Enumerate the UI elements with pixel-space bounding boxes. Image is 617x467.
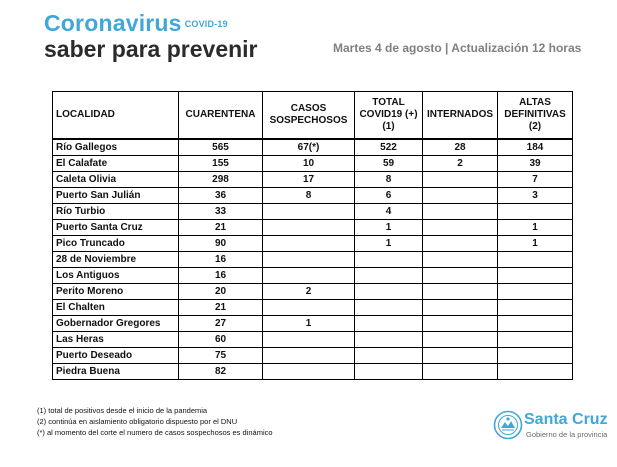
cell-internados [423,300,498,316]
cell-sospechosos [263,364,355,380]
cell-localidad: 28 de Noviembre [53,252,179,268]
cell-cuarentena: 155 [179,156,263,172]
cell-localidad: Piedra Buena [53,364,179,380]
table-row [53,332,573,348]
table-row [53,220,573,236]
table-row [53,348,573,364]
cell-total [355,348,423,364]
cell-altas [498,316,573,332]
header-total-line2: COVID19 (+) [359,109,418,120]
cell-localidad: El Chalten [53,300,179,316]
footnotes [37,405,273,438]
cell-total [355,332,423,348]
cell-cuarentena: 298 [179,172,263,188]
cell-cuarentena: 16 [179,268,263,284]
cell-total: 59 [355,156,423,172]
header-altas-definitivas [498,92,573,140]
cell-total: 522 [355,139,423,156]
footnote-2: (2) continúa en aislamiento obligatorio dispuesto por el DNU [37,417,238,426]
cell-cuarentena: 90 [179,236,263,252]
cell-internados [423,348,498,364]
table-row [53,156,573,172]
header-altas-line3: (2) [528,121,542,132]
cell-total [355,300,423,316]
cell-sospechosos: 1 [263,316,355,332]
cell-sospechosos: 67(*) [263,139,355,156]
brand-title [44,10,258,37]
cell-localidad: Río Gallegos [53,139,179,156]
cell-altas: 3 [498,188,573,204]
cell-cuarentena: 21 [179,220,263,236]
cell-sospechosos [263,268,355,284]
cell-altas: 7 [498,172,573,188]
cell-altas [498,252,573,268]
cell-cuarentena: 60 [179,332,263,348]
table-row [53,252,573,268]
table-row [53,316,573,332]
cell-altas [498,364,573,380]
cell-localidad: Caleta Olivia [53,172,179,188]
cell-sospechosos: 2 [263,284,355,300]
cell-internados [423,172,498,188]
header-localidad: LOCALIDAD [53,92,179,140]
cell-localidad: Los Antiguos [53,268,179,284]
header-cuarentena: CUARENTENA [179,92,263,140]
header-casos-line2: SOSPECHOSOS [269,115,348,126]
cell-cuarentena: 36 [179,188,263,204]
cell-sospechosos: 17 [263,172,355,188]
header-total-covid [355,92,423,140]
cell-cuarentena: 33 [179,204,263,220]
table-row [53,204,573,220]
cell-cuarentena: 75 [179,348,263,364]
cell-cuarentena: 565 [179,139,263,156]
cell-total [355,252,423,268]
cell-sospechosos [263,204,355,220]
cell-sospechosos [263,348,355,364]
cell-localidad: Las Heras [53,332,179,348]
cell-internados [423,284,498,300]
cell-altas: 1 [498,220,573,236]
santa-cruz-logo [493,408,611,444]
cell-cuarentena: 82 [179,364,263,380]
cell-sospechosos [263,300,355,316]
cell-altas [498,268,573,284]
cell-internados [423,252,498,268]
header-casos-sospechosos [263,92,355,140]
brand-title-text: Coronavirus [44,10,182,36]
cell-total: 1 [355,220,423,236]
santa-cruz-emblem-icon [493,410,523,440]
cell-altas [498,284,573,300]
cell-internados: 2 [423,156,498,172]
cell-sospechosos: 10 [263,156,355,172]
table-row [53,139,573,156]
cell-cuarentena: 20 [179,284,263,300]
cell-internados [423,188,498,204]
cell-cuarentena: 16 [179,252,263,268]
cell-altas [498,204,573,220]
header-altas-line1: ALTAS [519,97,551,108]
table-header [53,92,573,140]
cell-internados [423,220,498,236]
cell-total [355,316,423,332]
cell-localidad: Puerto Deseado [53,348,179,364]
cell-total [355,284,423,300]
cell-total: 8 [355,172,423,188]
cell-total: 6 [355,188,423,204]
cell-total [355,364,423,380]
cell-internados [423,364,498,380]
cell-internados [423,204,498,220]
logo-tagline: Gobierno de la provincia [526,430,608,439]
cell-localidad: Puerto San Julián [53,188,179,204]
cell-altas [498,348,573,364]
cell-altas: 39 [498,156,573,172]
date-update-line: Martes 4 de agosto | Actualización 12 horas [333,41,582,55]
cell-altas [498,332,573,348]
cell-altas: 1 [498,236,573,252]
table-row [53,236,573,252]
cell-localidad: Gobernador Gregores [53,316,179,332]
cell-cuarentena: 27 [179,316,263,332]
table-row [53,268,573,284]
cell-total: 1 [355,236,423,252]
header-total-line3: (1) [382,121,395,132]
header-internados: INTERNADOS [423,92,498,140]
cell-total: 4 [355,204,423,220]
header-casos-line1: CASOS [290,103,327,114]
table-body [53,139,573,380]
cell-localidad: Pico Truncado [53,236,179,252]
cell-internados [423,268,498,284]
table-row [53,364,573,380]
table-row [53,188,573,204]
cell-internados [423,332,498,348]
footnote-1: (1) total de positivos desde el inicio de la pandemia [37,406,208,415]
cell-cuarentena: 21 [179,300,263,316]
cell-localidad: El Calafate [53,156,179,172]
cell-localidad: Perito Moreno [53,284,179,300]
cell-total [355,268,423,284]
header-altas-line2: DEFINITIVAS [504,109,566,120]
cell-sospechosos [263,332,355,348]
cell-sospechosos [263,236,355,252]
covid-table [52,91,573,380]
table-row [53,284,573,300]
cell-altas: 184 [498,139,573,156]
cell-sospechosos [263,220,355,236]
logo-name: Santa Cruz [524,411,608,428]
brand-title-sup: COVID-19 [184,19,228,29]
header-total-line1: TOTAL [372,97,405,108]
cell-sospechosos: 8 [263,188,355,204]
cell-internados [423,236,498,252]
cell-localidad: Río Turbio [53,204,179,220]
cell-localidad: Puerto Santa Cruz [53,220,179,236]
table-row [53,300,573,316]
cell-altas [498,300,573,316]
table-row [53,172,573,188]
cell-internados [423,316,498,332]
brand-block [44,10,258,62]
footnote-3: (*) al momento del corte el numero de casos sospechosos es dinámico [37,428,273,437]
cell-internados: 28 [423,139,498,156]
cell-sospechosos [263,252,355,268]
brand-subtitle: saber para prevenir [44,36,258,62]
